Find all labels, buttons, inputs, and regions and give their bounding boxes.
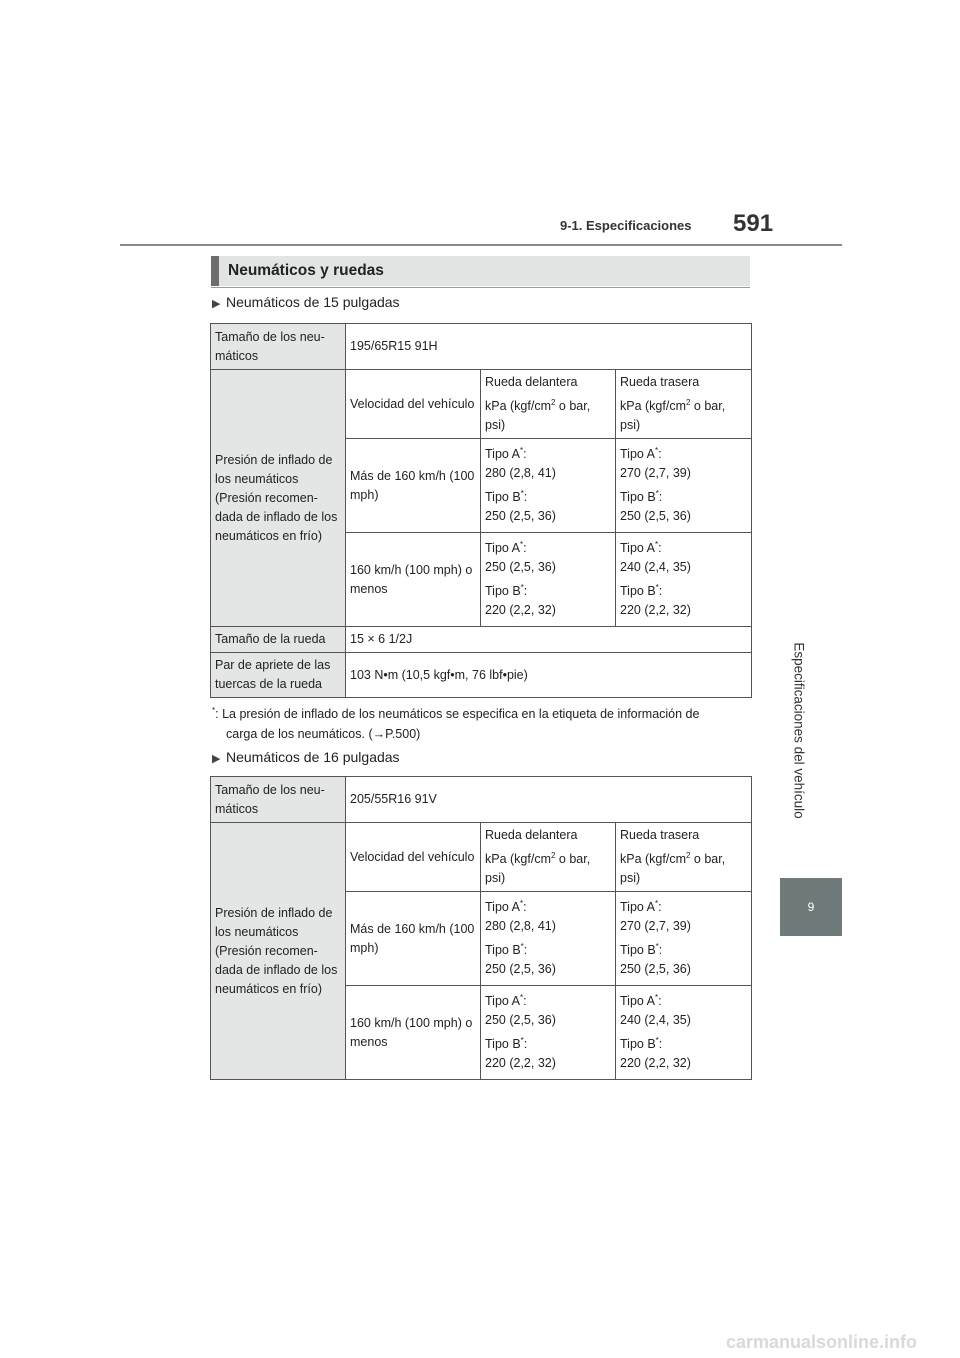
unit-label: kPa ($kgf/cm^2$ o bar, psi) xyxy=(620,850,726,885)
unit-label: kPa ($kgf/cm^2$ o bar, psi) xyxy=(485,397,591,432)
rear-header: Rueda trasera xyxy=(620,375,700,389)
watermark: carmanualsonline.info xyxy=(726,1332,918,1352)
speed-header-cell: Velocidad del vehículo xyxy=(346,823,481,892)
speed-cell: Más de 160 km/h (100 mph) xyxy=(346,439,481,533)
chapter-title: Especificaciones del vehículo xyxy=(791,641,807,819)
pressure-label-line: los neumáticos xyxy=(215,471,299,486)
footnote-line: : La presión de inflado de los neumáticos se especifica en la etiqueta de información de xyxy=(215,707,700,721)
header-divider xyxy=(120,244,842,246)
table-row xyxy=(211,777,752,823)
chapter-number: 9 xyxy=(807,900,815,914)
chapter-tab xyxy=(780,878,842,936)
pressure-label-line: Presión de inflado de xyxy=(215,452,333,467)
footnote xyxy=(212,704,752,744)
rear-pressure-cell: Tipo A*: 270 (2,7, 39) Tipo B*: 250 (2,5, 36) xyxy=(616,892,752,986)
heading-15-inch xyxy=(212,294,400,310)
pressure-label-line: dada de inflado de los xyxy=(215,509,338,524)
tire-table-16 xyxy=(210,776,752,1080)
front-header: Rueda delantera xyxy=(485,375,578,389)
footnote-mark: * xyxy=(212,705,216,715)
speed-cell: 160 km/h (100 mph) o menos xyxy=(346,986,481,1080)
table-row xyxy=(211,370,752,439)
rear-pressure-cell: Tipo A*: 240 (2,4, 35) Tipo B*: 220 (2,2, 32) xyxy=(616,533,752,627)
section-title: Neumáticos y ruedas xyxy=(228,262,384,279)
speed-cell: 160 km/h (100 mph) o menos xyxy=(346,533,481,627)
wheel-size-value-cell: 15 × 6 1/2J xyxy=(346,627,752,653)
torque-label-cell: Par de apriete de las tuercas de la rueda xyxy=(211,653,346,698)
triangle-bullet-icon: ▶ xyxy=(212,753,221,765)
front-pressure-cell: Tipo A*: 280 (2,8, 41) Tipo B*: 250 (2,5, 36) xyxy=(481,892,616,986)
front-pressure-cell: Tipo A*: 280 (2,8, 41) Tipo B*: 250 (2,5, 36) xyxy=(481,439,616,533)
size-value-cell: 195/65R15 91H xyxy=(346,324,752,370)
table-row xyxy=(211,627,752,653)
pressure-label-cell xyxy=(211,370,346,627)
size-label-line: máticos xyxy=(215,348,259,363)
torque-value-cell: 103 N•m (10,5 kgf•m, 76 lbf•pie) xyxy=(346,653,752,698)
size-value-cell: 205/55R16 91V xyxy=(346,777,752,823)
rear-pressure-cell: Tipo A*: 270 (2,7, 39) Tipo B*: 250 (2,5, 36) xyxy=(616,439,752,533)
front-pressure-cell: Tipo A*: 250 (2,5, 36) Tipo B*: 220 (2,2, 32) xyxy=(481,986,616,1080)
table-row xyxy=(211,823,752,892)
triangle-bullet-icon: ▶ xyxy=(212,298,221,310)
unit-label: kPa ($kgf/cm^2$ o bar, psi) xyxy=(620,397,726,432)
front-header-cell xyxy=(481,370,616,439)
heading-16-inch-text: Neumáticos de 16 pulgadas xyxy=(226,749,400,765)
heading-15-inch-text: Neumáticos de 15 pulgadas xyxy=(226,294,400,310)
pressure-label-line: (Presión recomen- xyxy=(215,490,318,505)
table-row xyxy=(211,653,752,698)
footnote-line[interactable]: carga de los neumáticos. (→P.500) xyxy=(226,727,421,741)
front-header-cell: Rueda delantera kPa ($kgf/cm^2$ o bar, psi) xyxy=(481,823,616,892)
size-label-cell: Tamaño de los neu- máticos xyxy=(211,777,346,823)
chapter-side-label xyxy=(763,590,835,870)
size-label-line: Tamaño de los neu- xyxy=(215,329,325,344)
speed-header-cell: Velocidad del vehículo xyxy=(346,370,481,439)
page-number: 591 xyxy=(733,210,774,237)
unit-label: kPa ($kgf/cm^2$ o bar, psi) xyxy=(485,850,591,885)
section-title-bar xyxy=(211,256,750,286)
table-row xyxy=(211,324,752,370)
front-pressure-cell: Tipo A*: 250 (2,5, 36) Tipo B*: 220 (2,2, 32) xyxy=(481,533,616,627)
heading-16-inch xyxy=(212,749,400,765)
rear-pressure-cell: Tipo A*: 240 (2,4, 35) Tipo B*: 220 (2,2, 32) xyxy=(616,986,752,1080)
tire-table-15 xyxy=(210,323,752,698)
section-header: 9-1. Especificaciones xyxy=(560,218,692,233)
pressure-label-line: neumáticos en frío) xyxy=(215,528,322,543)
pressure-label-cell: Presión de inflado de los neumáticos (Presión recomen- dada de inflado de los neumáticos en frío) xyxy=(211,823,346,1080)
rear-header-cell: Rueda trasera kPa ($kgf/cm^2$ o bar, psi) xyxy=(616,823,752,892)
size-label-cell xyxy=(211,324,346,370)
rear-header-cell xyxy=(616,370,752,439)
speed-cell: Más de 160 km/h (100 mph) xyxy=(346,892,481,986)
wheel-size-label-cell: Tamaño de la rueda xyxy=(211,627,346,653)
